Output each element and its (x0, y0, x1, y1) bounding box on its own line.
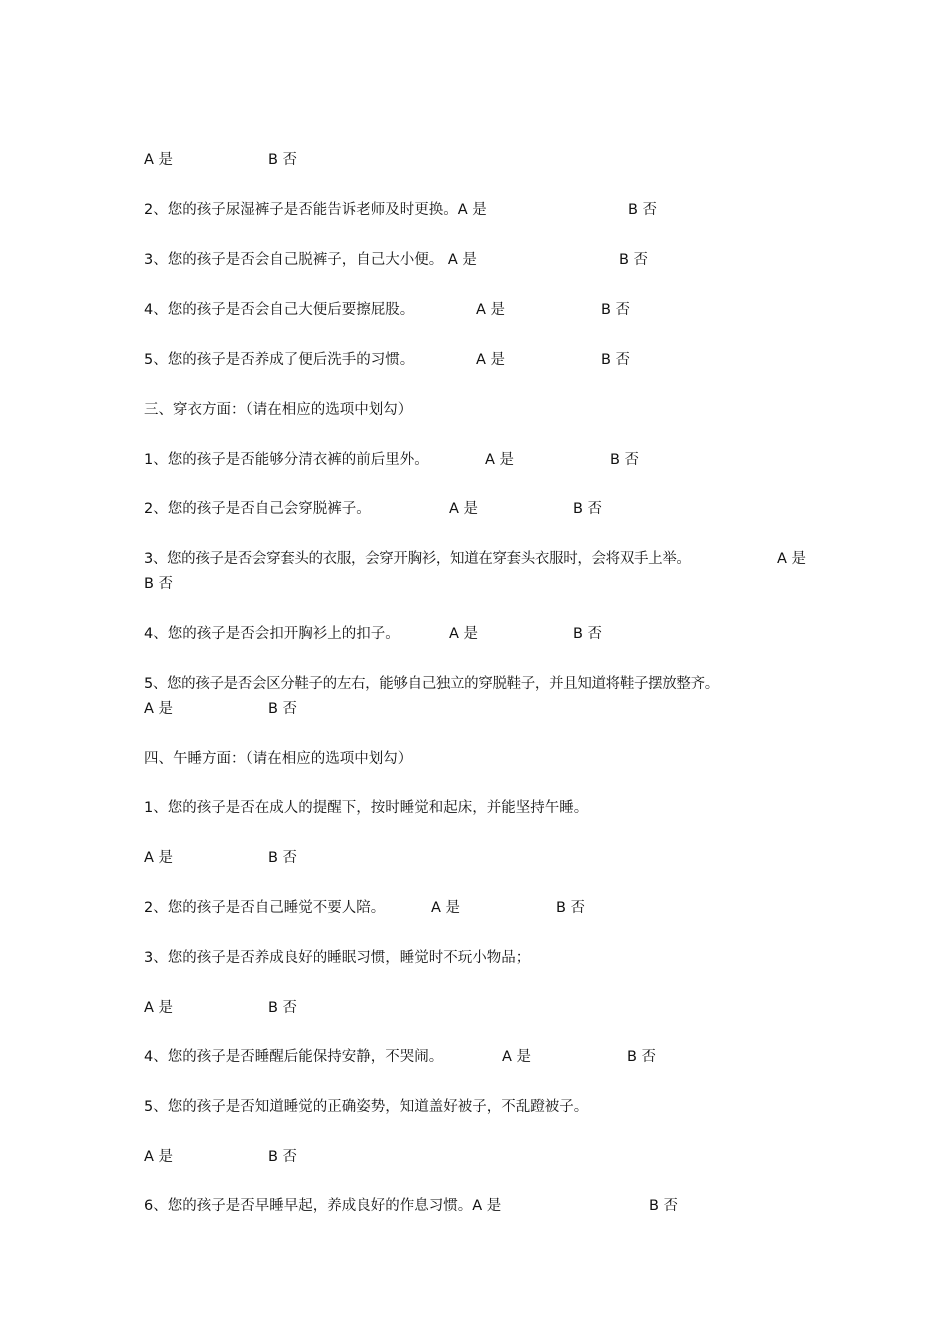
question-text: 3、您的孩子是否会自己脱裤子，自己大小便。 A 是 (144, 252, 477, 268)
option-b-no: B 否 (268, 152, 298, 168)
option-a-yes: A 是 (449, 626, 479, 642)
question-text: 5、您的孩子是否养成了便后洗手的习惯。 (144, 352, 415, 368)
option-b-no: B 否 (573, 626, 603, 642)
option-a-yes: A 是 (144, 1000, 174, 1016)
option-a-yes: A 是 (449, 501, 479, 517)
option-b-no: B 否 (601, 302, 631, 318)
question-text: 2、您的孩子是否自己会穿脱裤子。 (144, 501, 371, 517)
option-a-yes: A 是 (144, 152, 174, 168)
question-text: 4、您的孩子是否会扣开胸衫上的扣子。 (144, 626, 400, 642)
question-text: 3、您的孩子是否会穿套头的衣服，会穿开胸衫，知道在穿套头衣服时，会将双手上举。 (144, 551, 691, 567)
option-a-yes: A 是 (476, 352, 506, 368)
option-b-no: B 否 (601, 352, 631, 368)
option-b-no: B 否 (628, 202, 658, 218)
option-b-no: B 否 (268, 1149, 298, 1165)
question-text: 2、您的孩子尿湿裤子是否能告诉老师及时更换。A 是 (144, 202, 487, 218)
option-a-yes: A 是 (144, 850, 174, 866)
question-text: 4、您的孩子是否会自己大便后要擦屁股。 (144, 302, 415, 318)
option-b-no: B 否 (619, 252, 649, 268)
option-a-yes: A 是 (144, 701, 174, 717)
option-b-no: B 否 (627, 1049, 657, 1065)
option-b-no: B 否 (268, 701, 298, 717)
option-a-yes: A 是 (476, 302, 506, 318)
option-b-no: B 否 (649, 1198, 679, 1214)
option-b-no: B 否 (268, 1000, 298, 1016)
option-b-no: B 否 (268, 850, 298, 866)
option-b-no: B 否 (610, 452, 640, 468)
section-heading-text: 三、穿衣方面：（请在相应的选项中划勾） (144, 402, 413, 418)
option-b-no: B 否 (573, 501, 603, 517)
question-text: 2、您的孩子是否自己睡觉不要人陪。 (144, 900, 386, 916)
question-text: 1、您的孩子是否能够分清衣裤的前后里外。 (144, 452, 429, 468)
question-text: 6、您的孩子是否早睡早起，养成良好的作息习惯。A 是 (144, 1198, 502, 1214)
question-text: 5、您的孩子是否知道睡觉的正确姿势，知道盖好被子，不乱蹬被子。 (144, 1099, 589, 1115)
option-a-yes: A 是 (485, 452, 515, 468)
option-a-yes: A 是 (502, 1049, 532, 1065)
option-b-no: B 否 (556, 900, 586, 916)
option-a-yes: A 是 (777, 551, 807, 567)
option-a-yes: A 是 (144, 1149, 174, 1165)
question-text: 5、您的孩子是否会区分鞋子的左右，能够自己独立的穿脱鞋子，并且知道将鞋子摆放整齐。 (144, 676, 719, 692)
section-heading-text: 四、午睡方面：（请在相应的选项中划勾） (144, 751, 413, 767)
option-a-yes: A 是 (431, 900, 461, 916)
question-text: 4、您的孩子是否睡醒后能保持安静，不哭闹。 (144, 1049, 444, 1065)
question-text: 3、您的孩子是否养成良好的睡眠习惯，睡觉时不玩小物品； (144, 950, 531, 966)
option-b-no: B 否 (144, 576, 174, 592)
question-text: 1、您的孩子是否在成人的提醒下，按时睡觉和起床，并能坚持午睡。 (144, 800, 589, 816)
